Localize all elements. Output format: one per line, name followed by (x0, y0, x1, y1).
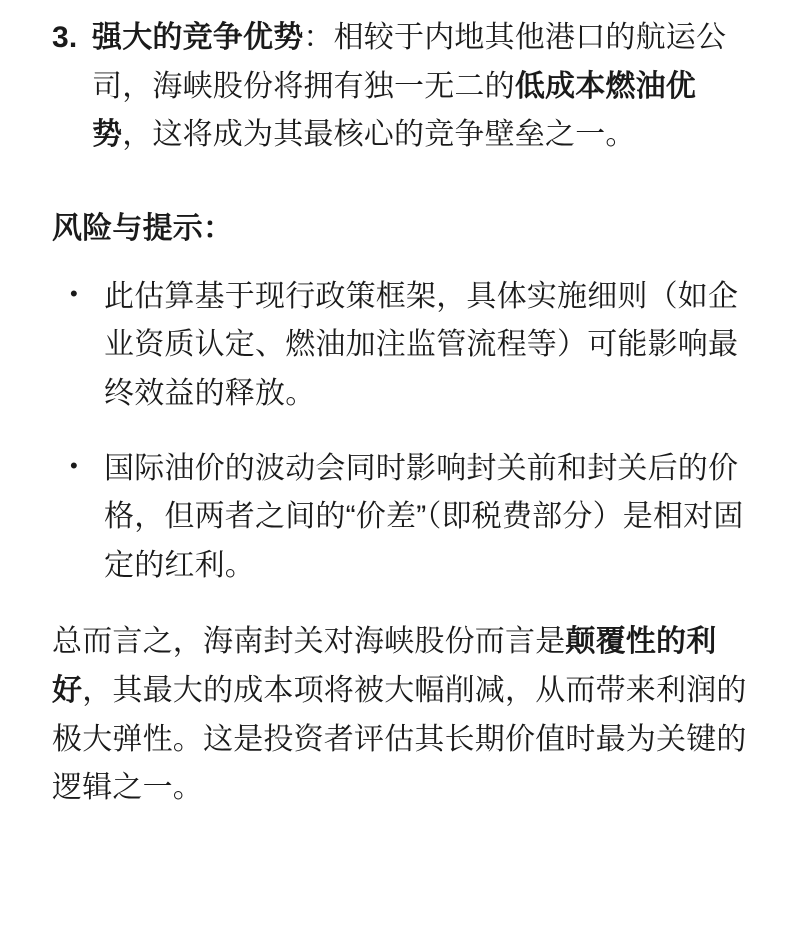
list-item (52, 273, 748, 419)
list-item-lead-bold: 强大的竞争优势 (92, 21, 304, 54)
closing-text-1: 总而言之，海南封关对海峡股份而言是 (52, 625, 566, 659)
list-item (52, 445, 748, 591)
closing-text-2: ，其最大的成本项将被大幅削减，从而带来利润的极大弹性。这是投资者评估其长期价值时最为关键的逻辑之一。 (52, 673, 747, 805)
list-item (52, 14, 748, 160)
list-item-text-1: ：相较于内地其他港口的航运公司，海峡股份将拥有独一无二的 (92, 21, 727, 103)
section-heading: 风险与提示： (52, 211, 234, 245)
list-item-text-2: ，这将成为其最核心的竞争壁垒之一。 (122, 118, 636, 152)
list-item-body (92, 14, 748, 160)
closing-paragraph (52, 618, 748, 812)
closing-bold-1: 颠覆性的利好 (52, 625, 717, 707)
bullet-list (52, 273, 748, 591)
bullet-dot-icon: • (70, 452, 78, 478)
list-item-bold-2: 低成本燃油优势 (92, 69, 697, 152)
list-item-text: 国际油价的波动会同时影响封关前和封关后的价格，但两者之间的“价差”（即税费部分）是相对固定的红利。 (104, 451, 744, 582)
bullet-dot-icon: • (70, 280, 78, 306)
list-item-text: 此估算基于现行政策框架，具体实施细则（如企业资质认定、燃油加注监管流程等）可能影响最终效益的释放。 (104, 279, 739, 410)
list-item-marker: 3. (52, 21, 78, 54)
